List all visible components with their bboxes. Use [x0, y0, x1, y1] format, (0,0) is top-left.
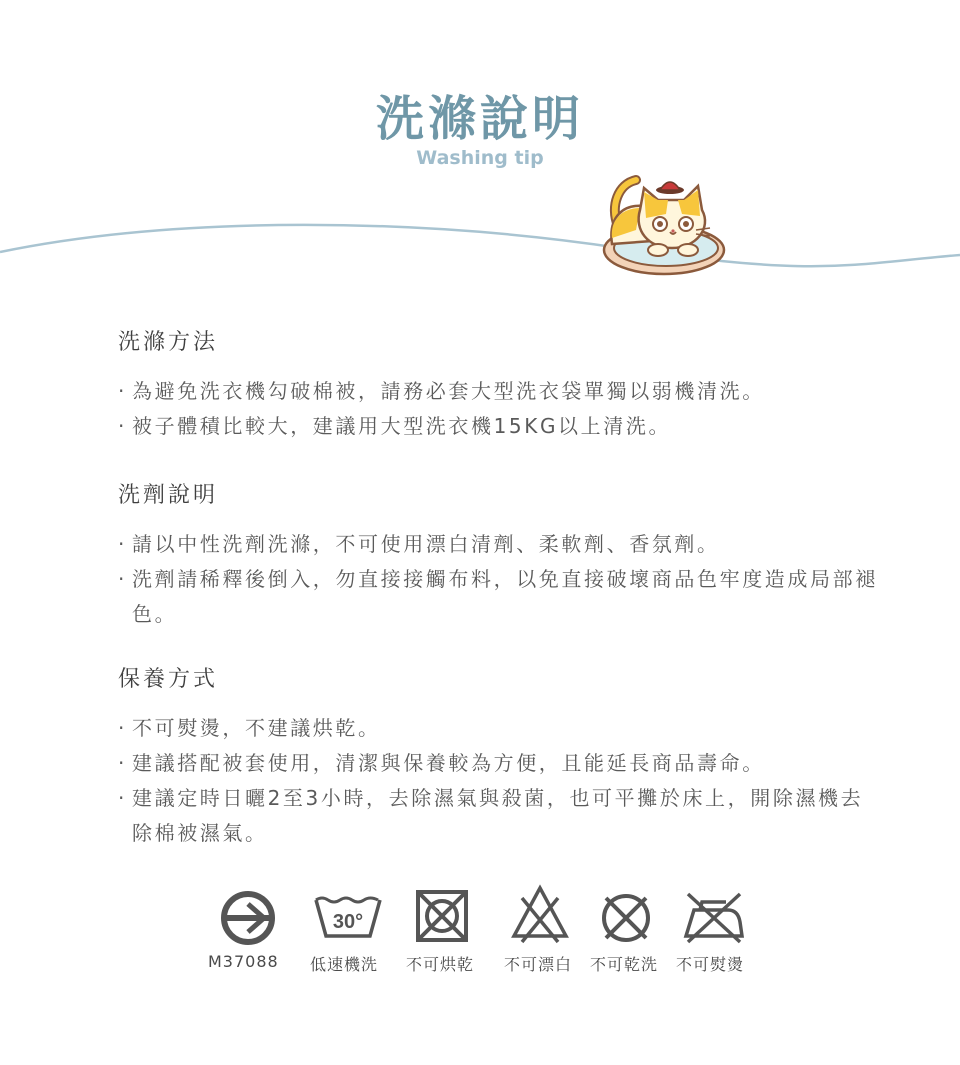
bullet: · — [118, 567, 127, 591]
list-item — [118, 711, 878, 746]
bullet: · — [118, 414, 127, 438]
care-label: 不可熨燙 — [676, 955, 745, 974]
wave-divider — [0, 200, 960, 270]
list-item-text: 為避免洗衣機勾破棉被，請務必套大型洗衣袋單獨以弱機清洗。 — [132, 379, 765, 403]
list-item-text: 建議搭配被套使用，清潔與保養較為方便，且能延長商品壽命。 — [132, 751, 765, 775]
page-subtitle: Washing tip — [416, 147, 544, 169]
cat-mascot-illustration — [596, 166, 728, 280]
list-item — [118, 746, 878, 781]
care-label: M37088 — [208, 952, 279, 971]
no-iron-icon — [680, 890, 746, 946]
list-item-text: 不可熨燙，不建議烘乾。 — [132, 716, 381, 740]
list-item-text: 被子體積比較大，建議用大型洗衣機15KG以上清洗。 — [132, 414, 672, 438]
page-title: 洗滌說明 — [375, 91, 584, 147]
care-label: 低速機洗 — [310, 955, 379, 974]
wash-30-icon — [312, 894, 384, 944]
list-item — [118, 374, 878, 409]
list-item — [118, 527, 878, 562]
bullet: · — [118, 379, 127, 403]
bullet: · — [118, 751, 127, 775]
no-tumble-dry-icon — [414, 888, 470, 944]
no-bleach-icon — [510, 884, 570, 944]
section-washing-method — [118, 325, 878, 444]
section-detergent — [118, 478, 878, 632]
list-item — [118, 409, 878, 444]
list-item-text: 建議定時日曬2至3小時，去除濕氣與殺菌，也可平攤於床上，開除濕機去除棉被濕氣。 — [132, 786, 864, 845]
list-item-text: 請以中性洗劑洗滌，不可使用漂白清劑、柔軟劑、香氛劑。 — [132, 532, 720, 556]
bullet: · — [118, 786, 127, 810]
care-symbols-row — [0, 880, 960, 980]
section-heading: 洗滌方法 — [118, 330, 219, 355]
bullet: · — [118, 716, 127, 740]
no-dry-clean-icon — [598, 890, 654, 946]
bullet: · — [118, 532, 127, 556]
list-item — [118, 781, 878, 851]
section-maintenance — [118, 662, 878, 851]
section-heading: 洗劑說明 — [118, 483, 219, 508]
inspection-mark-icon — [220, 890, 276, 946]
care-label: 不可乾洗 — [590, 955, 659, 974]
care-label: 不可烘乾 — [406, 955, 475, 974]
section-heading: 保養方式 — [118, 667, 219, 692]
list-item — [118, 562, 878, 632]
care-label: 不可漂白 — [504, 955, 573, 974]
wash-temp-text: 30° — [332, 911, 364, 933]
list-item-text: 洗劑請稀釋後倒入，勿直接接觸布料，以免直接破壞商品色牢度造成局部褪色。 — [132, 567, 878, 626]
